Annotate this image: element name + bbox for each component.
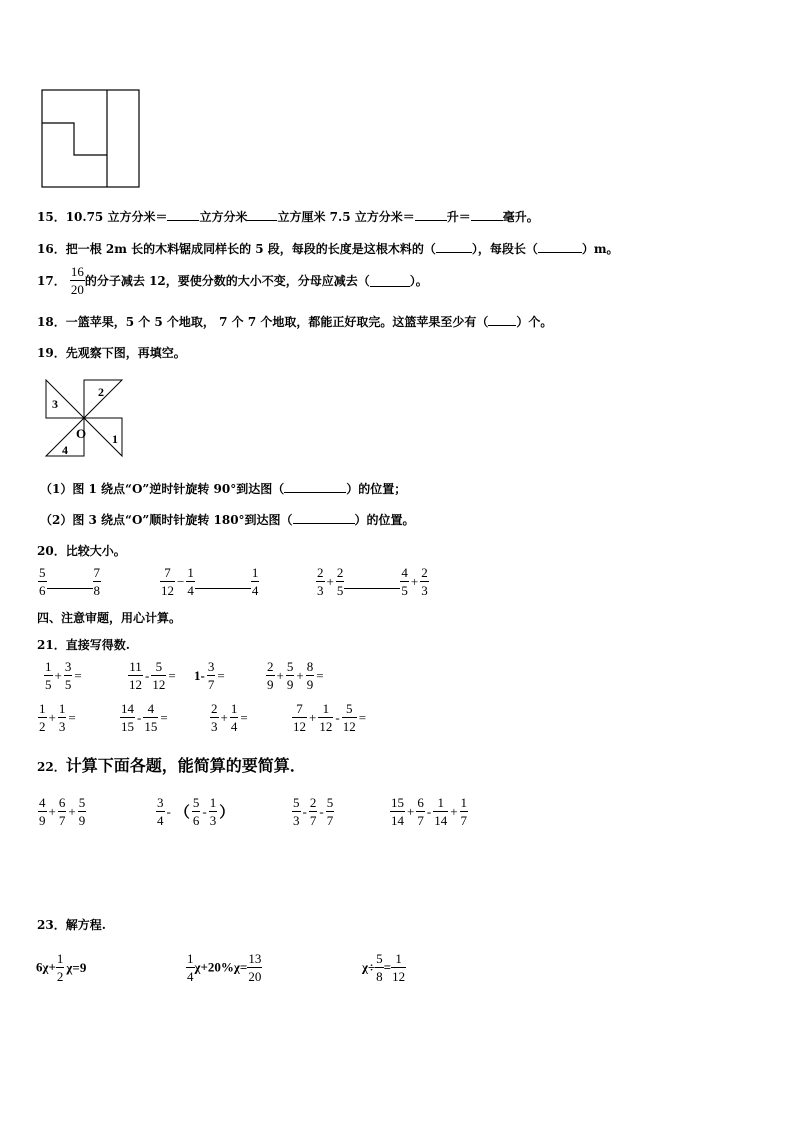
equation: χ÷ $\frac{5}{8}$ = $\frac{1}{12}$ (362, 951, 406, 984)
question-22: 22．计算下面各题，能简算的要简算． (37, 756, 306, 775)
calc-expression: $\frac{4}{9}$ + $\frac{6}{7}$ + $\frac{5}{9}$ (39, 795, 86, 828)
compare-group-2: $\frac{7}{12}$ − $\frac{1}{4}$ $\frac{1}{4}$ (161, 565, 259, 598)
question-17: 17． $\frac{16}{20}$ 的分子减去 12，要使分数的大小不变，分母应减去（ ）。 (37, 264, 428, 297)
figure-label: 4 (62, 443, 68, 457)
calc-item: $\frac{2}{9}$ + $\frac{5}{9}$ + $\frac{8}{9}$ = (267, 659, 324, 692)
question-16: 16．把一根 2m 长的木料锯成同样长的 5 段，每段的长度是这根木料的（ ），每段长（ ）m。 (37, 242, 619, 256)
calc-expression: $\frac{3}{4}$ - （ $\frac{5}{6}$ - $\frac{1}{3}$ ） (157, 795, 235, 828)
compare-group-3: $\frac{2}{3}$ + $\frac{2}{5}$ $\frac{4}{5}$ + $\frac{2}{3}$ (317, 565, 428, 598)
calc-item: $\frac{2}{3}$ + $\frac{1}{4}$ = (211, 701, 248, 734)
question-20: 20．比较大小。 (37, 544, 126, 558)
question-19: 19．先观察下图，再填空。 (37, 346, 186, 360)
question-18: 18．一篮苹果，5 个 5 个地取， 7 个 7 个地取，都能正好取完。这篮苹果至少有（ ）个。 (37, 315, 553, 329)
question-21: 21．直接写得数. (37, 638, 130, 652)
figure-label: 1 (112, 432, 118, 446)
puzzle-figure (41, 89, 141, 189)
figure-label: 3 (52, 397, 58, 411)
calc-item: 1- $\frac{3}{7}$ = (194, 659, 225, 692)
equation: 6χ+ $\frac{1}{2}$ χ=9 (36, 951, 87, 984)
question-19-sub-1: （1）图 1 绕点“O”逆时针旋转 90°到达图（ ）的位置； (40, 482, 407, 496)
pinwheel-figure (44, 378, 126, 460)
calc-item: $\frac{1}{5}$ + $\frac{3}{5}$ = (45, 659, 82, 692)
compare-group-1: $\frac{5}{6}$ $\frac{7}{8}$ (39, 565, 100, 598)
calc-item: $\frac{1}{2}$ + $\frac{1}{3}$ = (39, 701, 76, 734)
point-o-label: O (76, 426, 87, 441)
section-4-heading: 四、注意审题，用心计算。 (37, 611, 182, 625)
calc-expression: $\frac{15}{14}$ + $\frac{6}{7}$ - $\frac{1}{14}$ + $\frac{1}{7}$ (391, 795, 468, 828)
question-23: 23．解方程. (37, 918, 106, 932)
calc-expression: $\frac{5}{3}$ - $\frac{2}{7}$ - $\frac{5}{7}$ (293, 795, 334, 828)
figure-label: 2 (98, 385, 104, 399)
calc-item: $\frac{11}{12}$ - $\frac{5}{12}$ = (129, 659, 176, 692)
equation: $\frac{1}{4}$ χ+20%χ= $\frac{13}{20}$ (187, 951, 262, 984)
question-15: 15．10.75 立方分米＝ 立方分米 立方厘米 7.5 立方分米＝ 升＝ 毫升。 (37, 210, 539, 224)
fraction: $\frac{16}{20}$ (70, 264, 84, 297)
calc-item: $\frac{7}{12}$ + $\frac{1}{12}$ - $\frac{5}{12}$ = (293, 701, 367, 734)
calc-item: $\frac{14}{15}$ - $\frac{4}{15}$ = (121, 701, 168, 734)
question-19-sub-2: （2）图 3 绕点“O”顺时针旋转 180°到达图（ ）的位置。 (40, 513, 415, 527)
